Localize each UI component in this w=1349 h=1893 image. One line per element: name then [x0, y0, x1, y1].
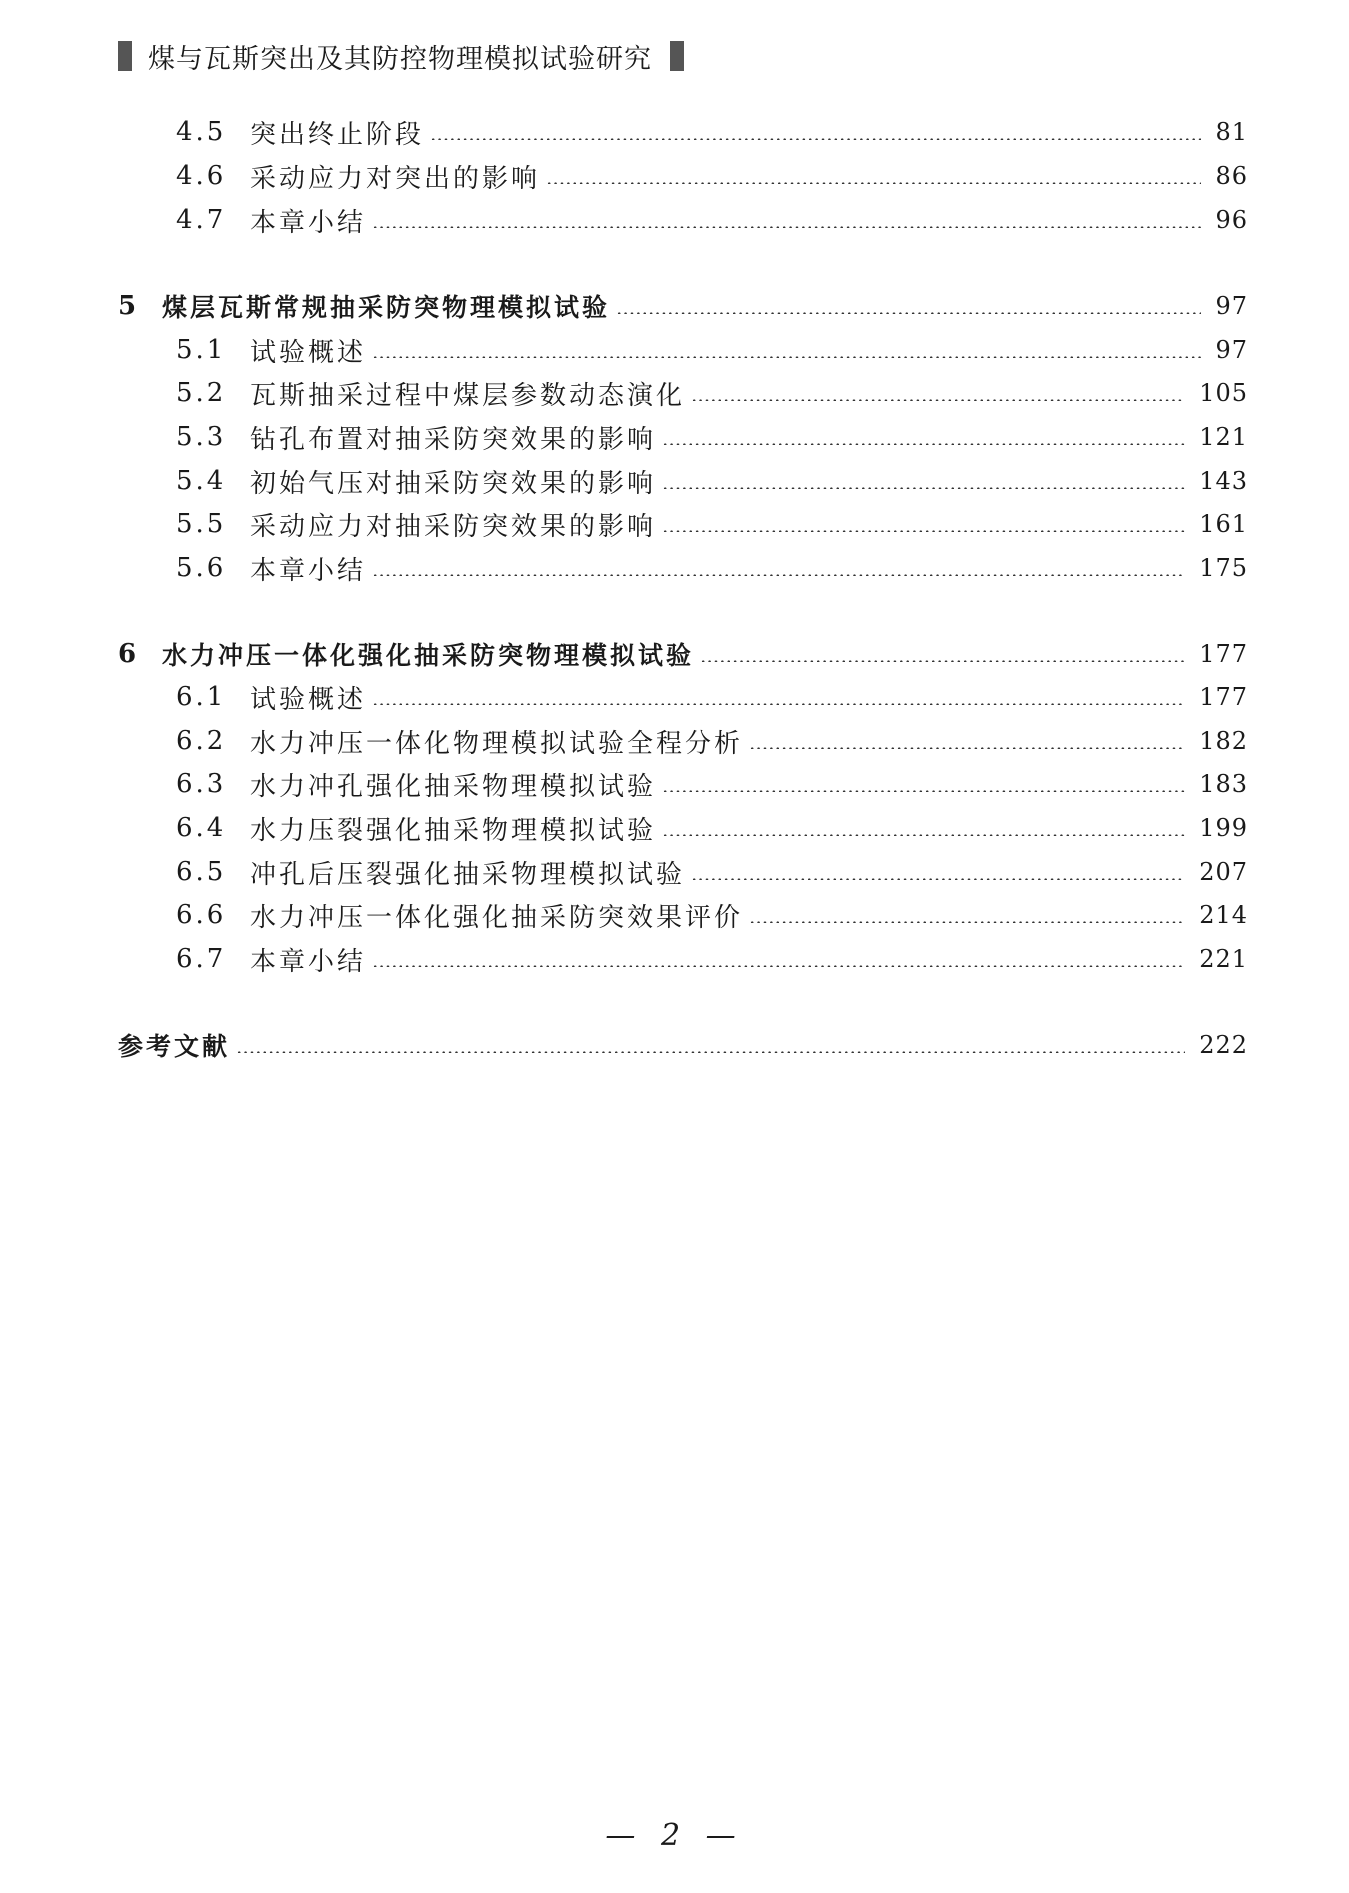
toc-entry-page: 81 [1215, 118, 1248, 146]
toc-entry-number: 6.1 [176, 682, 227, 712]
toc-entry-title: 水力冲孔强化抽采物理模拟试验 [250, 771, 657, 802]
toc-entry-title: 水力冲压一体化物理模拟试验全程分析 [250, 728, 744, 759]
book-title: 煤与瓦斯突出及其防控物理模拟试验研究 [148, 43, 652, 75]
dot-leader [662, 530, 1185, 532]
toc-entry-page: 221 [1199, 945, 1248, 973]
toc-entry-page: 97 [1215, 336, 1248, 364]
toc-entry-title: 煤层瓦斯常规抽采防突物理模拟试验 [162, 293, 611, 322]
toc-entry-page: 177 [1199, 640, 1248, 668]
toc-entry-page: 222 [1199, 1031, 1248, 1059]
toc-entry-page: 86 [1215, 162, 1248, 190]
toc-chapter-entry[interactable] [118, 634, 1248, 674]
toc-section-entry[interactable] [176, 417, 1248, 457]
toc-section-entry[interactable] [176, 504, 1248, 544]
toc-entry-title: 本章小结 [250, 946, 367, 977]
toc-entry-page: 177 [1199, 683, 1248, 711]
toc-section-entry[interactable] [176, 721, 1248, 761]
toc-entry-page: 121 [1199, 423, 1248, 451]
toc-section-entry[interactable] [176, 330, 1248, 370]
toc-section-entry[interactable] [176, 373, 1248, 413]
toc-section-entry[interactable] [176, 461, 1248, 501]
dot-leader [749, 921, 1185, 923]
dot-leader [662, 790, 1185, 792]
dot-leader [662, 834, 1185, 836]
toc-entry-title: 钻孔布置对抽采防突效果的影响 [250, 424, 657, 455]
toc-entry-title: 试验概述 [250, 337, 367, 368]
toc-entry-page: 207 [1199, 858, 1248, 886]
toc-entry-page: 143 [1199, 467, 1248, 495]
toc-entry-number: 6.6 [176, 900, 227, 930]
toc-section-entry[interactable] [176, 808, 1248, 848]
toc-section-entry[interactable] [176, 156, 1248, 196]
toc-section-entry[interactable] [176, 852, 1248, 892]
toc-entry-page: 105 [1199, 379, 1248, 407]
dot-leader [700, 660, 1185, 662]
toc-entry-title: 采动应力对突出的影响 [250, 163, 541, 194]
dot-leader [236, 1051, 1185, 1053]
toc-entry-title: 本章小结 [250, 555, 367, 586]
toc-entry-page: 199 [1199, 814, 1248, 842]
toc-entry-number: 4.7 [176, 205, 227, 235]
toc-entry-number: 6.3 [176, 769, 227, 799]
dot-leader [372, 703, 1185, 705]
dot-leader [372, 574, 1185, 576]
dot-leader [616, 312, 1201, 314]
toc-entry-number: 6.7 [176, 944, 227, 974]
toc-entry-title: 瓦斯抽采过程中煤层参数动态演化 [250, 380, 686, 411]
toc-entry-page: 161 [1199, 510, 1248, 538]
dot-leader [372, 226, 1201, 228]
dot-leader [691, 399, 1185, 401]
dot-leader [372, 356, 1201, 358]
toc-entry-number: 5.5 [176, 509, 227, 539]
toc-entry-title: 采动应力对抽采防突效果的影响 [250, 511, 657, 542]
toc-entry-page: 97 [1215, 292, 1248, 320]
dot-leader [662, 487, 1185, 489]
dot-leader [691, 878, 1185, 880]
toc-entry-page: 214 [1199, 901, 1248, 929]
toc-entry-number: 5.1 [176, 335, 227, 365]
running-header [118, 38, 684, 74]
toc-entry-page: 182 [1199, 727, 1248, 755]
toc-entry-number: 4.6 [176, 161, 227, 191]
toc-entry-title: 参考文献 [118, 1032, 231, 1061]
toc-chapter-entry[interactable] [118, 286, 1248, 326]
dot-leader [372, 965, 1185, 967]
toc-section-entry[interactable] [176, 548, 1248, 588]
toc-entry-number: 4.5 [176, 117, 227, 147]
toc-entry-number: 5.6 [176, 553, 227, 583]
dot-leader [430, 138, 1201, 140]
dot-leader [662, 443, 1185, 445]
toc-entry-title: 水力冲压一体化强化抽采防突效果评价 [250, 902, 744, 933]
page-number: — 2 — [605, 1818, 744, 1853]
toc-entry-number: 6.2 [176, 726, 227, 756]
dot-leader [749, 747, 1185, 749]
toc-entry-title: 水力冲压一体化强化抽采防突物理模拟试验 [162, 641, 695, 670]
toc-entry-page: 183 [1199, 770, 1248, 798]
toc-entry-title: 本章小结 [250, 207, 367, 238]
toc-entry-number: 6 [118, 639, 140, 669]
toc-chapter-entry[interactable] [118, 1025, 1248, 1065]
toc-entry-title: 突出终止阶段 [250, 119, 425, 150]
toc-entry-number: 6.5 [176, 857, 227, 887]
toc-entry-number: 5.3 [176, 422, 227, 452]
toc-section-entry[interactable] [176, 764, 1248, 804]
toc-entry-page: 175 [1199, 554, 1248, 582]
header-left-bar [118, 41, 132, 71]
toc-entry-number: 5 [118, 291, 140, 321]
toc-section-entry[interactable] [176, 112, 1248, 152]
toc-entry-title: 初始气压对抽采防突效果的影响 [250, 468, 657, 499]
toc-section-entry[interactable] [176, 939, 1248, 979]
header-right-bar [670, 41, 684, 71]
toc-section-entry[interactable] [176, 677, 1248, 717]
toc-section-entry[interactable] [176, 200, 1248, 240]
dot-leader [546, 182, 1201, 184]
toc-section-entry[interactable] [176, 895, 1248, 935]
toc-entry-title: 水力压裂强化抽采物理模拟试验 [250, 815, 657, 846]
toc-entry-title: 试验概述 [250, 684, 367, 715]
toc-entry-number: 5.2 [176, 378, 227, 408]
toc-entry-page: 96 [1215, 206, 1248, 234]
toc-entry-title: 冲孔后压裂强化抽采物理模拟试验 [250, 859, 686, 890]
toc-entry-number: 5.4 [176, 466, 227, 496]
toc-entry-number: 6.4 [176, 813, 227, 843]
